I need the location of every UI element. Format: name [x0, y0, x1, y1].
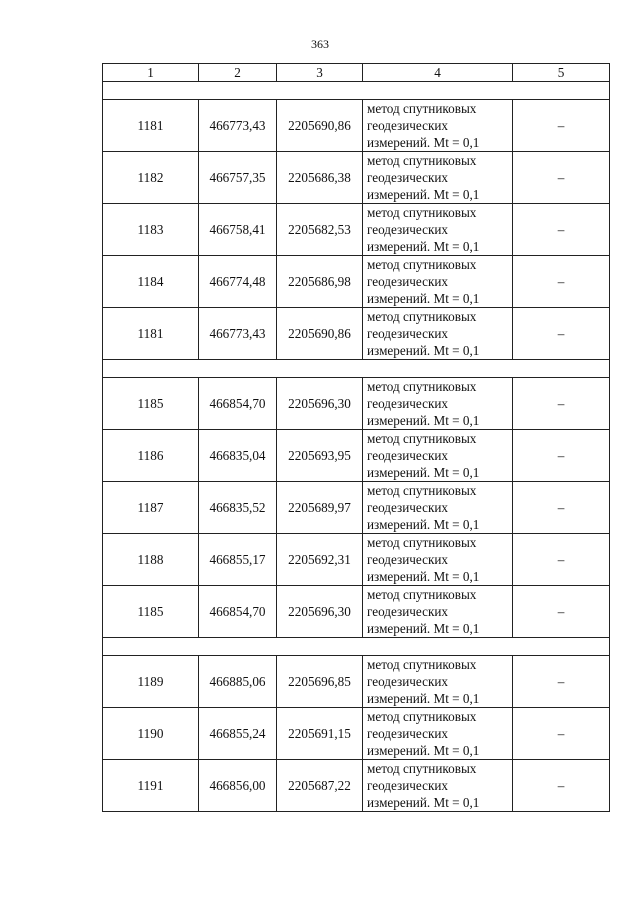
method-text-line2: геодезических — [367, 778, 449, 793]
method-text-line2: геодезических — [367, 726, 449, 741]
method-text-line1: метод спутниковых — [367, 761, 477, 776]
method-cell — [363, 100, 513, 152]
point-number-cell: 1191 — [103, 760, 199, 812]
table-row — [103, 534, 610, 586]
table-row — [103, 708, 610, 760]
method-text-line1: метод спутниковых — [367, 709, 477, 724]
method-text-line1: метод спутниковых — [367, 587, 477, 602]
method-text-line2: геодезических — [367, 118, 449, 133]
column-header-4: 4 — [363, 64, 513, 82]
column-5-cell: – — [513, 100, 610, 152]
method-text-line2: геодезических — [367, 396, 449, 411]
method-cell — [363, 152, 513, 204]
method-text-line3: измерений. Mt = 0,1 — [367, 517, 480, 532]
method-text-line1: метод спутниковых — [367, 205, 477, 220]
y-coordinate-cell: 2205687,22 — [277, 760, 363, 812]
method-text-line2: геодезических — [367, 604, 449, 619]
column-5-cell: – — [513, 586, 610, 638]
method-text-line1: метод спутниковых — [367, 153, 477, 168]
x-coordinate-cell: 466854,70 — [199, 586, 277, 638]
method-text-line2: геодезических — [367, 170, 449, 185]
column-5-cell: – — [513, 534, 610, 586]
y-coordinate-cell: 2205696,30 — [277, 378, 363, 430]
method-text-line3: измерений. Mt = 0,1 — [367, 569, 480, 584]
point-number-cell: 1182 — [103, 152, 199, 204]
method-text-line1: метод спутниковых — [367, 657, 477, 672]
column-5-cell: – — [513, 204, 610, 256]
point-number-cell: 1188 — [103, 534, 199, 586]
table-row — [103, 100, 610, 152]
group-separator-row — [103, 360, 610, 378]
method-text-line3: измерений. Mt = 0,1 — [367, 621, 480, 636]
method-text-line1: метод спутниковых — [367, 257, 477, 272]
method-cell — [363, 708, 513, 760]
method-text-line1: метод спутниковых — [367, 101, 477, 116]
group-separator-row — [103, 638, 610, 656]
method-cell — [363, 482, 513, 534]
method-text-line3: измерений. Mt = 0,1 — [367, 343, 480, 358]
column-5-cell: – — [513, 430, 610, 482]
method-text-line3: измерений. Mt = 0,1 — [367, 187, 480, 202]
table-row — [103, 256, 610, 308]
method-cell — [363, 760, 513, 812]
table-row — [103, 482, 610, 534]
method-text-line3: измерений. Mt = 0,1 — [367, 291, 480, 306]
x-coordinate-cell: 466854,70 — [199, 378, 277, 430]
column-5-cell: – — [513, 708, 610, 760]
method-text-line3: измерений. Mt = 0,1 — [367, 135, 480, 150]
column-5-cell: – — [513, 760, 610, 812]
table-row — [103, 760, 610, 812]
point-number-cell: 1183 — [103, 204, 199, 256]
table-header-row — [103, 64, 610, 82]
group-separator-row — [103, 82, 610, 100]
method-cell — [363, 204, 513, 256]
method-cell — [363, 586, 513, 638]
group-separator-cell — [103, 82, 610, 100]
method-text-line1: метод спутниковых — [367, 431, 477, 446]
method-text-line3: измерений. Mt = 0,1 — [367, 691, 480, 706]
table-row — [103, 378, 610, 430]
method-text-line3: измерений. Mt = 0,1 — [367, 239, 480, 254]
x-coordinate-cell: 466855,24 — [199, 708, 277, 760]
method-text-line2: геодезических — [367, 326, 449, 341]
point-number-cell: 1187 — [103, 482, 199, 534]
method-cell — [363, 256, 513, 308]
point-number-cell: 1184 — [103, 256, 199, 308]
y-coordinate-cell: 2205691,15 — [277, 708, 363, 760]
column-header-5: 5 — [513, 64, 610, 82]
column-5-cell: – — [513, 482, 610, 534]
y-coordinate-cell: 2205696,30 — [277, 586, 363, 638]
y-coordinate-cell: 2205686,38 — [277, 152, 363, 204]
point-number-cell: 1185 — [103, 586, 199, 638]
x-coordinate-cell: 466773,43 — [199, 308, 277, 360]
method-cell — [363, 308, 513, 360]
x-coordinate-cell: 466835,04 — [199, 430, 277, 482]
method-text-line1: метод спутниковых — [367, 379, 477, 394]
column-5-cell: – — [513, 378, 610, 430]
table-row — [103, 204, 610, 256]
coordinates-table — [102, 63, 610, 812]
x-coordinate-cell: 466757,35 — [199, 152, 277, 204]
method-text-line1: метод спутниковых — [367, 483, 477, 498]
y-coordinate-cell: 2205692,31 — [277, 534, 363, 586]
page-number: 363 — [311, 37, 329, 51]
group-separator-cell — [103, 360, 610, 378]
point-number-cell: 1189 — [103, 656, 199, 708]
column-5-cell: – — [513, 308, 610, 360]
x-coordinate-cell: 466758,41 — [199, 204, 277, 256]
method-text-line3: измерений. Mt = 0,1 — [367, 465, 480, 480]
method-cell — [363, 656, 513, 708]
column-header-1: 1 — [103, 64, 199, 82]
method-text-line2: геодезических — [367, 274, 449, 289]
method-text-line3: измерений. Mt = 0,1 — [367, 413, 480, 428]
y-coordinate-cell: 2205682,53 — [277, 204, 363, 256]
method-text-line2: геодезических — [367, 500, 449, 515]
y-coordinate-cell: 2205696,85 — [277, 656, 363, 708]
method-text-line3: измерений. Mt = 0,1 — [367, 743, 480, 758]
y-coordinate-cell: 2205693,95 — [277, 430, 363, 482]
method-cell — [363, 534, 513, 586]
y-coordinate-cell: 2205686,98 — [277, 256, 363, 308]
x-coordinate-cell: 466773,43 — [199, 100, 277, 152]
point-number-cell: 1186 — [103, 430, 199, 482]
y-coordinate-cell: 2205690,86 — [277, 308, 363, 360]
table-row — [103, 586, 610, 638]
y-coordinate-cell: 2205689,97 — [277, 482, 363, 534]
method-cell — [363, 430, 513, 482]
method-text-line2: геодезических — [367, 448, 449, 463]
column-5-cell: – — [513, 656, 610, 708]
x-coordinate-cell: 466774,48 — [199, 256, 277, 308]
point-number-cell: 1181 — [103, 100, 199, 152]
table-row — [103, 656, 610, 708]
y-coordinate-cell: 2205690,86 — [277, 100, 363, 152]
column-5-cell: – — [513, 256, 610, 308]
table-row — [103, 152, 610, 204]
x-coordinate-cell: 466855,17 — [199, 534, 277, 586]
method-text-line2: геодезических — [367, 552, 449, 567]
table-row — [103, 308, 610, 360]
x-coordinate-cell: 466885,06 — [199, 656, 277, 708]
method-text-line1: метод спутниковых — [367, 535, 477, 550]
method-text-line1: метод спутниковых — [367, 309, 477, 324]
point-number-cell: 1181 — [103, 308, 199, 360]
column-header-3: 3 — [277, 64, 363, 82]
table-row — [103, 430, 610, 482]
column-5-cell: – — [513, 152, 610, 204]
x-coordinate-cell: 466856,00 — [199, 760, 277, 812]
group-separator-cell — [103, 638, 610, 656]
point-number-cell: 1190 — [103, 708, 199, 760]
x-coordinate-cell: 466835,52 — [199, 482, 277, 534]
point-number-cell: 1185 — [103, 378, 199, 430]
method-cell — [363, 378, 513, 430]
column-header-2: 2 — [199, 64, 277, 82]
method-text-line2: геодезических — [367, 222, 449, 237]
method-text-line2: геодезических — [367, 674, 449, 689]
method-text-line3: измерений. Mt = 0,1 — [367, 795, 480, 810]
